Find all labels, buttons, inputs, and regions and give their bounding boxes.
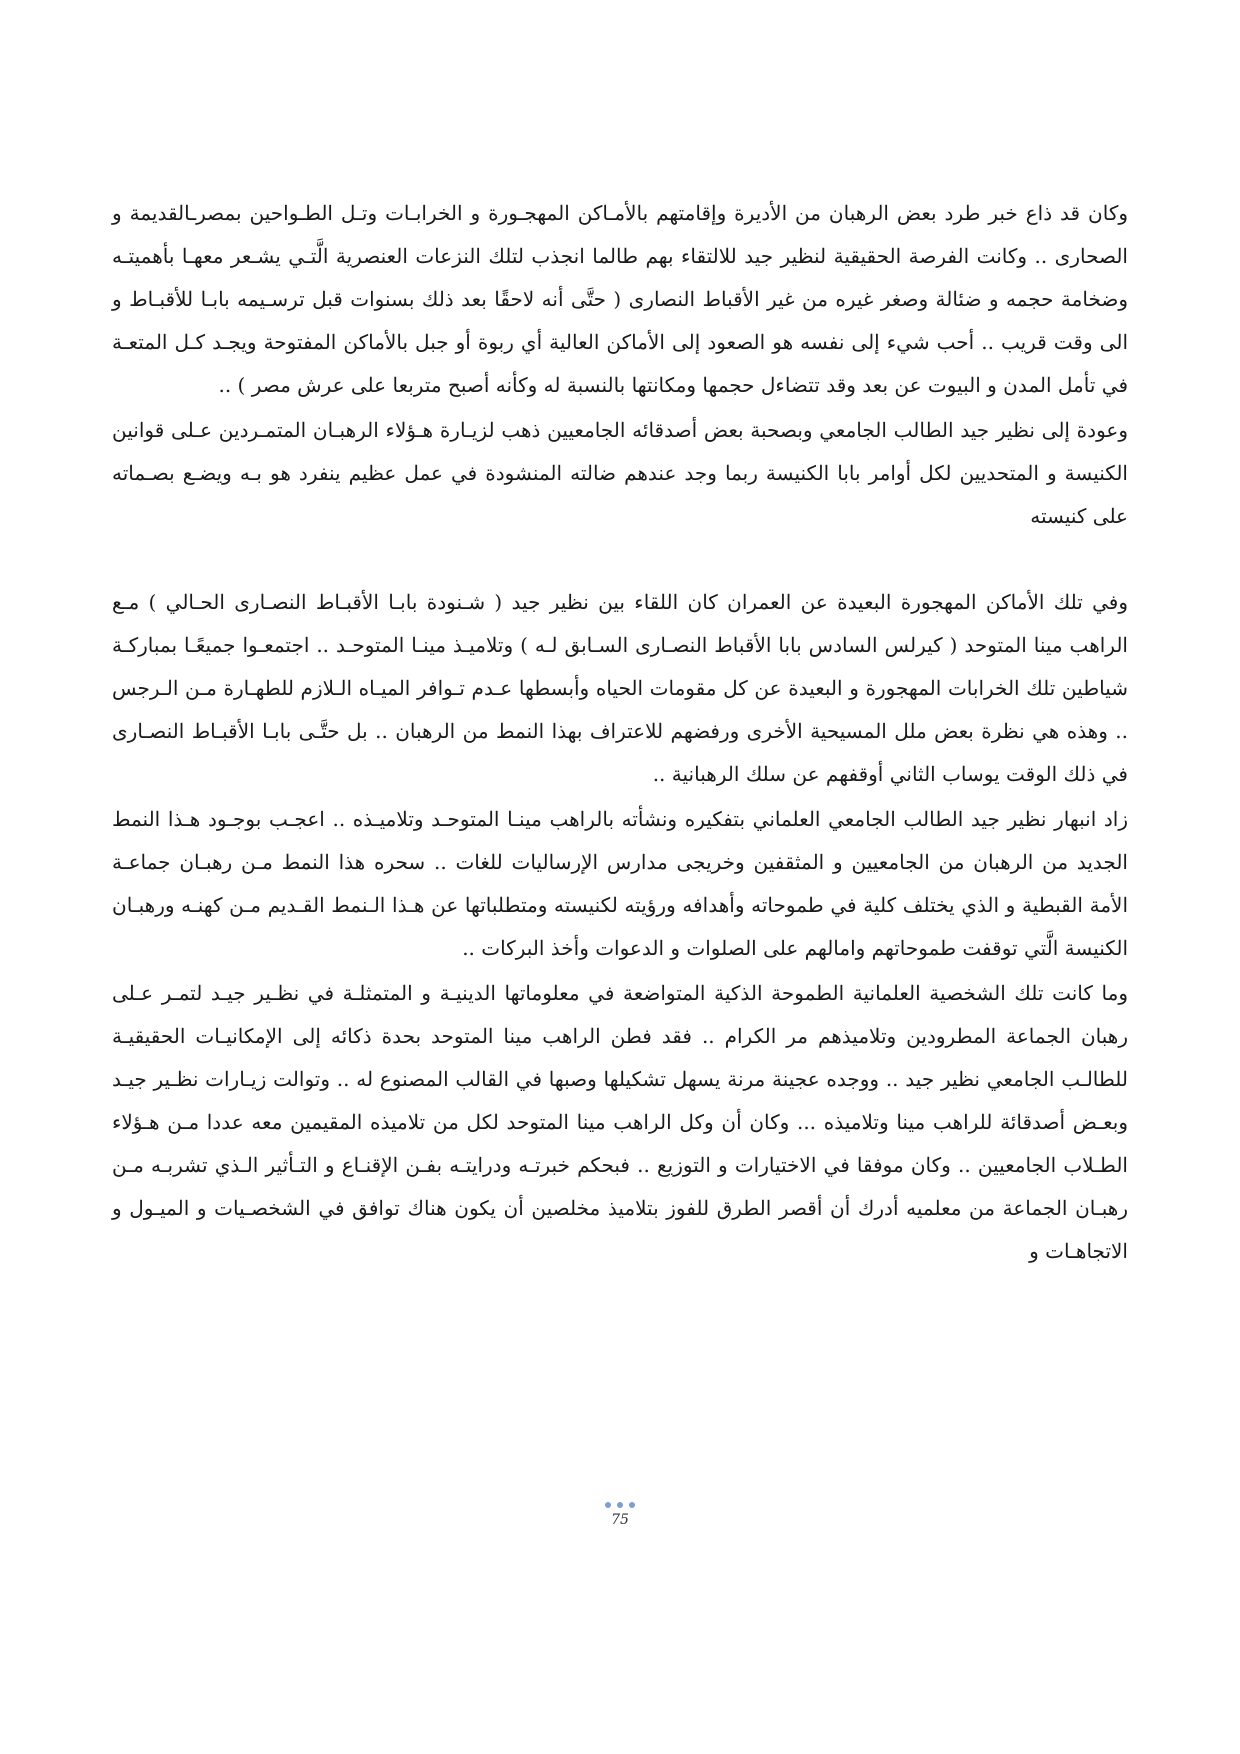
- page-body: [112, 192, 1128, 1273]
- paragraph-1: وكان قد ذاع خبر طرد بعض الرهبان من الأديرة وإقامتهم بالأمـاكن المهجـورة و الخرابـات وتـل الطـواحين بمصرـالقديمة و الصحارى .. وكانت الفرصة الحقيقية لنظير جيد للالتقاء بهم طالما انجذب لتلك النزعات العنصرية الَّتـي يشـعر معهـا بأهميتـه وضخامة حجمه و ضئالة وصغر غيره من غير الأقباط النصارى ( حتَّى أنه لاحقًا بعد ذلك بسنوات قبل ترسـيمه بابـا للأقبـاط و الى وقت قريب .. أحب شيء إلى نفسه هو الصعود إلى الأماكن العالية أي ربوة أو جبل بالأماكن المفتوحة ويجـد كـل المتعـة في تأمل المدن و البيوت عن بعد وقد تتضاءل حجمها ومكانتها بالنسبة له وكأنه أصبح متربعا على عرش مصر ) ..: [112, 201, 1128, 397]
- page-footer: [0, 1500, 1240, 1528]
- paragraph-3: وفي تلك الأماكن المهجورة البعيدة عن العمران كان اللقاء بين نظير جيد ( شـنودة بابـا الأقبـاط النصـارى الحـالي ) مـع الراهب مينا المتوحد ( كيرلس السادس بابا الأقباط النصـارى السـابق لـه ) وتلاميـذ مينـا المتوحـد .. اجتمعـوا جميعًـا بمباركـة شياطين تلك الخرابات المهجورة و البعيدة عن كل مقومات الحياه وأبسطها عـدم تـوافر الميـاه الـلازم للطهـارة مـن الـرجس .. وهذه هي نظرة بعض ملل المسيحية الأخرى ورفضهم للاعتراف بهذا النمط من الرهبان .. بل حتَّـى بابـا الأقبـاط النصـارى في ذلك الوقت يوساب الثاني أوقفهم عن سلك الرهبانية ..: [112, 590, 1128, 786]
- dot: [617, 1502, 623, 1508]
- dot: [605, 1502, 611, 1508]
- page-number: 75: [611, 1512, 629, 1528]
- paragraph-2: وعودة إلى نظير جيد الطالب الجامعي وبصحبة بعض أصدقائه الجامعيين ذهب لزيـارة هـؤلاء الرهبـان المتمـردين عـلى قوانين الكنيسة و المتحديين لكل أوامر بابا الكنيسة ربما وجد عندهم ضالته المنشودة في عمل عظيم ينفرد هو بـه ويضـع بصـماته على كنيسته: [112, 418, 1128, 528]
- dot: [629, 1502, 635, 1508]
- paragraph-4: زاد انبهار نظير جيد الطالب الجامعي العلماني بتفكيره ونشأته بالراهب مينـا المتوحـد وتلاميـذه .. اعجـب بوجـود هـذا النمط الجديد من الرهبان من الجامعيين و المثقفين وخريجى مدارس الإرساليات للغات .. سحره هذا النمط مـن رهبـان جماعـة الأمة القبطية و الذي يختلف كلية في طموحاته وأهدافه ورؤيته لكنيسته ومتطلباتها عن هـذا الـنمط القـديم مـن كهنـه ورهبـان الكنيسة الَّتي توقفت طموحاتهم وامالهم على الصلوات و الدعوات وأخذ البركات ..: [112, 807, 1128, 960]
- ornament-dots-icon: [0, 1500, 1240, 1510]
- paragraph-5: وما كانت تلك الشخصية العلمانية الطموحة الذكية المتواضعة في معلوماتها الدينيـة و المتمثلـة في نظـير جيـد لتمـر عـلى رهبان الجماعة المطرودين وتلاميذهم مر الكرام .. فقد فطن الراهب مينا المتوحد بحدة ذكائه إلى الإمكانيـات الحقيقيـة للطالـب الجامعي نظير جيد .. ووجده عجينة مرنة يسهل تشكيلها وصبها في القالب المصنوع له .. وتوالت زيـارات نظـير جيـد وبعـض أصدقائة للراهب مينا وتلاميذه ... وكان أن وكل الراهب مينا المتوحد لكل من تلاميذه المقيمين معه عددا مـن هـؤلاء الطـلاب الجامعيين .. وكان موفقا في الاختيارات و التوزيع .. فبحكم خبرتـه ودرايتـه بفـن الإقنـاع و التـأثير الـذي تشربـه مـن رهبـان الجماعة من معلميه أدرك أن أقصر الطرق للفوز بتلاميذ مخلصين أن يكون هناك توافق في الشخصـيات و الميـول و الاتجاهـات و: [112, 981, 1128, 1263]
